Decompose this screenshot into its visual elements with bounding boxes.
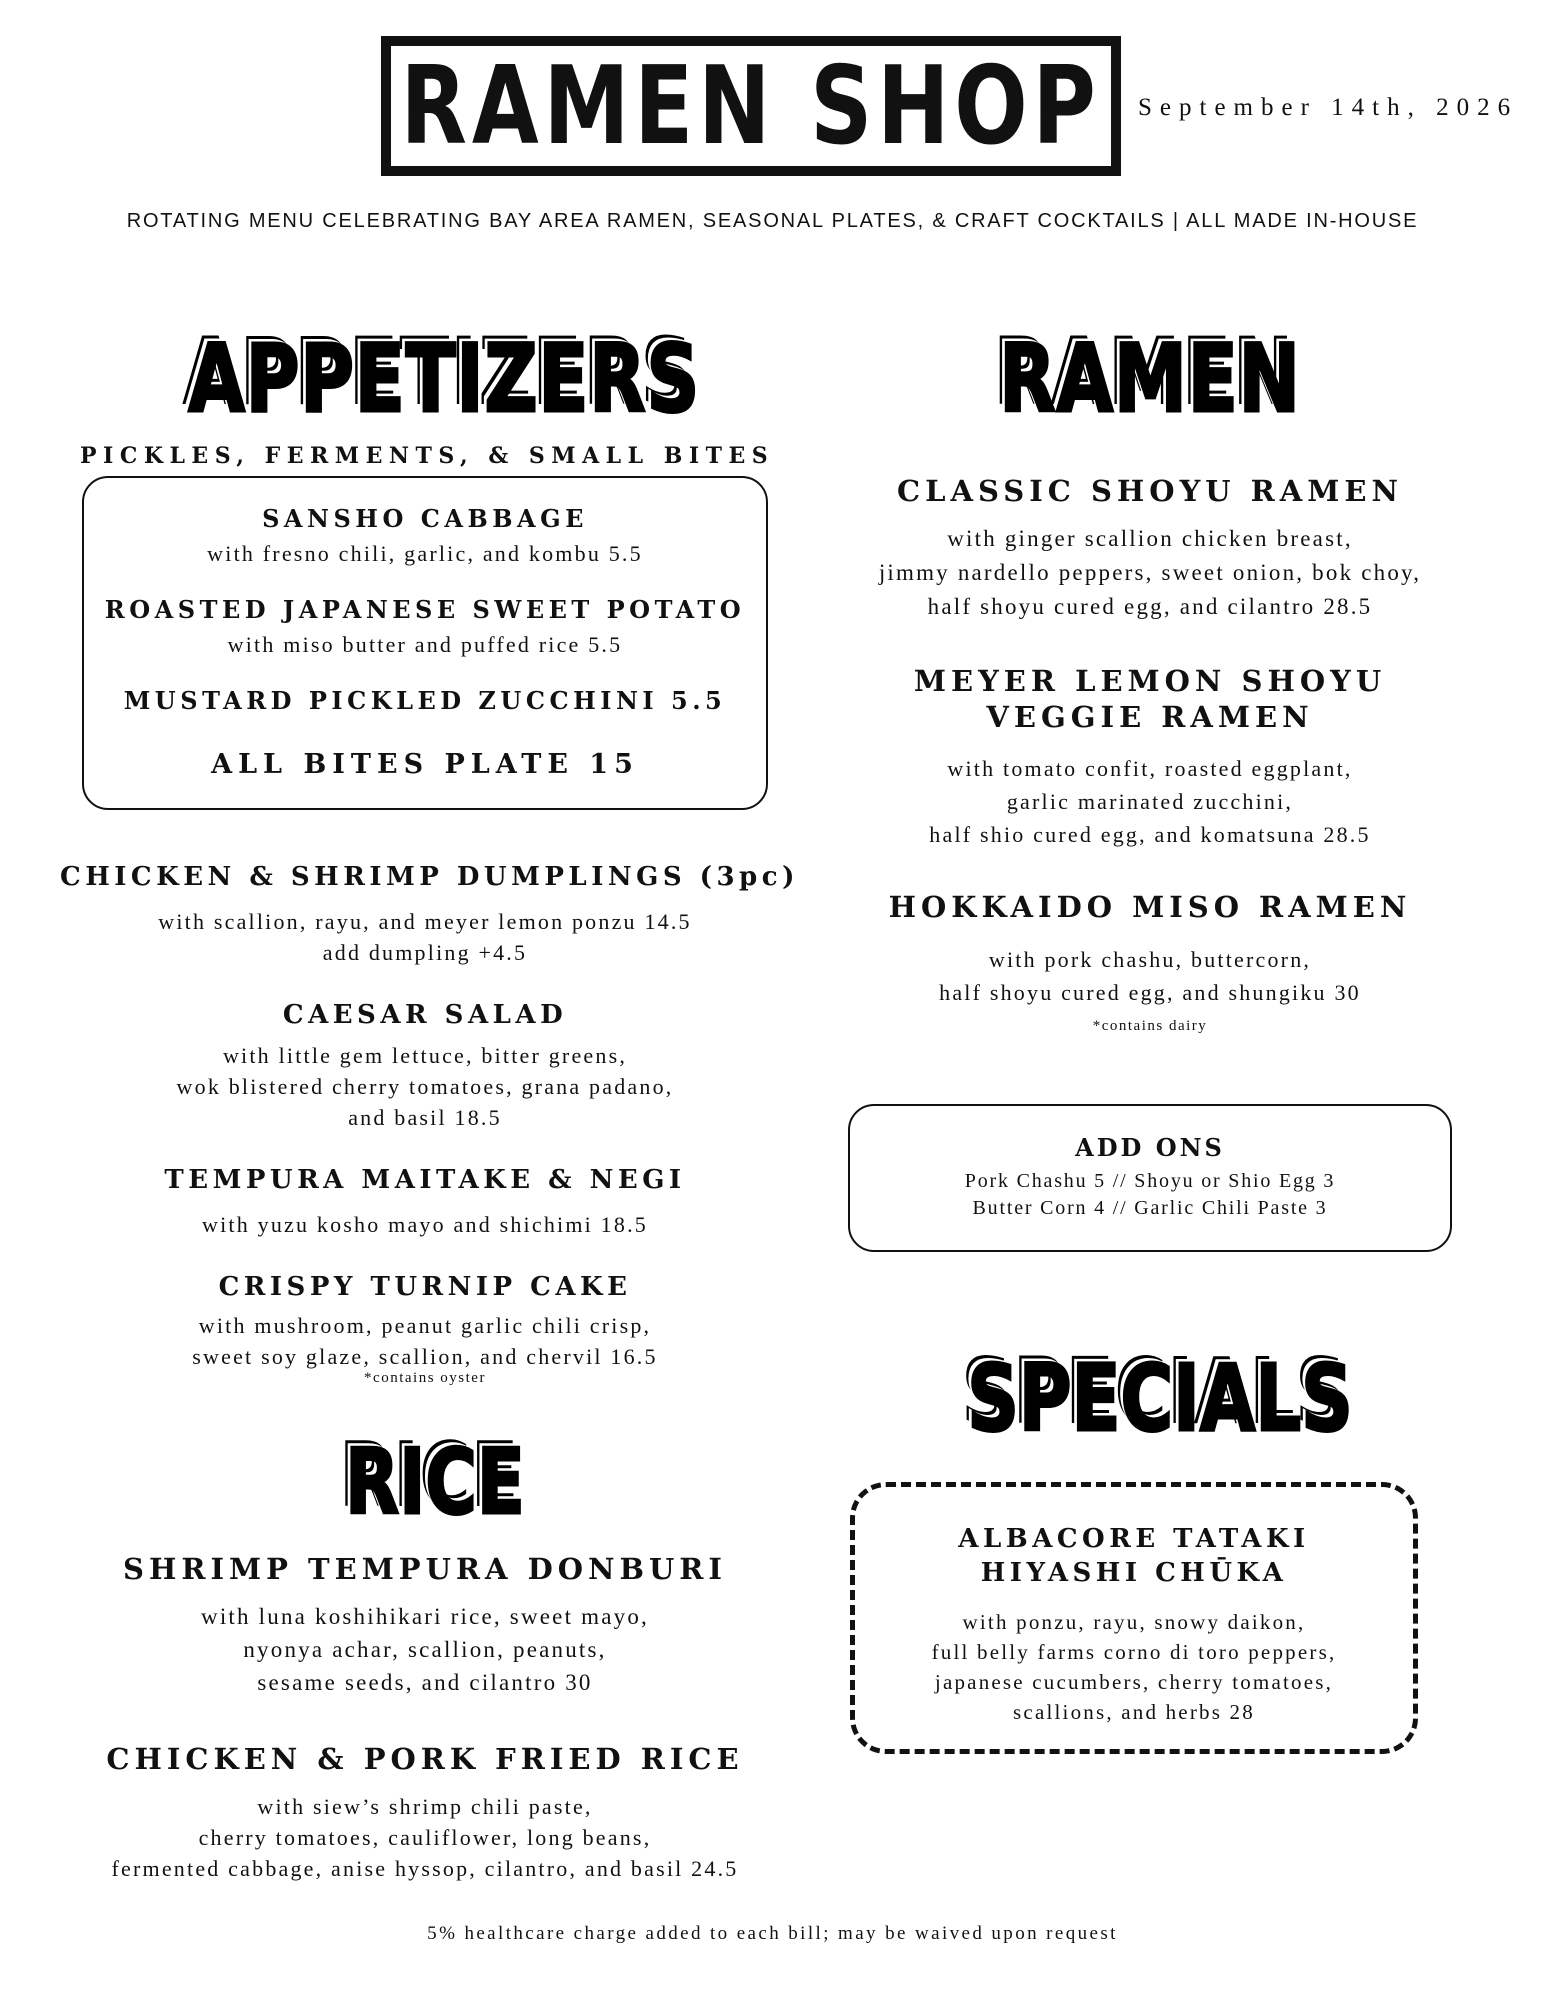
item-title: TEMPURA MAITAKE & NEGI (164, 1165, 686, 1195)
item-title: HOKKAIDO MISO RAMEN (888, 890, 1412, 924)
item-description: full belly farms corno di toro peppers, (931, 1640, 1337, 1664)
item-title: CHICKEN & SHRIMP DUMPLINGS (3pc) (60, 862, 799, 892)
item-title: SHRIMP TEMPURA DONBURI (123, 1552, 727, 1586)
item-title: CHICKEN & PORK FRIED RICE (106, 1742, 744, 1776)
item-description: nyonya achar, scallion, peanuts, (243, 1637, 607, 1662)
logo-box (381, 36, 1121, 176)
item-description: sweet soy glaze, scallion, and chervil 16.5 (192, 1344, 658, 1369)
rice-heading: RICE (345, 1430, 525, 1535)
item-description: cherry tomatoes, cauliflower, long beans, (198, 1825, 652, 1850)
item-description: with tomato confit, roasted eggplant, (947, 756, 1353, 781)
add-ons-line: Butter Corn 4 // Garlic Chili Paste 3 (972, 1197, 1328, 1219)
appetizers-heading: APPETIZERS (188, 325, 701, 434)
item-title: ALL BITES PLATE 15 (211, 749, 639, 780)
item-description: with scallion, rayu, and meyer lemon ponzu 14.5 (158, 909, 692, 934)
item-description: fermented cabbage, anise hyssop, cilantro, and basil 24.5 (111, 1856, 739, 1881)
menu-date: September 14th, 2026 (1138, 94, 1519, 121)
footer-note: 5% healthcare charge added to each bill; may be waived upon request (427, 1923, 1118, 1944)
restaurant-logo: RAMEN SHOP (400, 43, 1102, 169)
item-description: with mushroom, peanut garlic chili crisp, (198, 1313, 652, 1338)
item-note: *contains dairy (1092, 1018, 1208, 1034)
item-description: half shoyu cured egg, and shungiku 30 (939, 980, 1361, 1005)
item-description: scallions, and herbs 28 (1013, 1700, 1255, 1724)
item-description: add dumpling +4.5 (322, 940, 528, 965)
item-description: with ginger scallion chicken breast, (947, 526, 1353, 551)
add-ons-title: ADD ONS (1075, 1133, 1225, 1162)
item-description: jimmy nardello peppers, sweet onion, bok choy, (878, 560, 1422, 585)
item-title: SANSHO CABBAGE (262, 504, 588, 533)
item-title: ROASTED JAPANESE SWEET POTATO (104, 595, 746, 624)
item-title: MEYER LEMON SHOYU (913, 664, 1387, 698)
item-title: CRISPY TURNIP CAKE (218, 1272, 632, 1302)
item-description: with miso butter and puffed rice 5.5 (227, 632, 623, 657)
item-description: wok blistered cherry tomatoes, grana padano, (176, 1074, 674, 1099)
tagline: ROTATING MENU CELEBRATING BAY AREA RAMEN, SEASONAL PLATES, & CRAFT COCKTAILS | ALL MADE IN-HOUSE (126, 210, 1419, 232)
item-description: with fresno chili, garlic, and kombu 5.5 (207, 541, 643, 566)
item-title: CAESAR SALAD (282, 1000, 568, 1030)
item-description: with siew’s shrimp chili paste, (257, 1794, 593, 1819)
item-description: with luna koshihikari rice, sweet mayo, (201, 1604, 649, 1629)
add-ons-line: Pork Chashu 5 // Shoyu or Shio Egg 3 (964, 1170, 1336, 1192)
item-description: with ponzu, rayu, snowy daikon, (962, 1610, 1306, 1634)
ramen-heading: RAMEN (999, 325, 1301, 434)
item-description: half shio cured egg, and komatsuna 28.5 (929, 822, 1371, 847)
item-description: sesame seeds, and cilantro 30 (257, 1670, 593, 1695)
item-note: *contains oyster (364, 1370, 486, 1386)
item-description: and basil 18.5 (348, 1105, 502, 1130)
item-description: with little gem lettuce, bitter greens, (222, 1043, 628, 1068)
item-description: with pork chashu, buttercorn, (988, 947, 1312, 972)
item-title: HIYASHI CHŪKA (980, 1558, 1288, 1588)
item-description: half shoyu cured egg, and cilantro 28.5 (927, 594, 1373, 619)
item-description: garlic marinated zucchini, (1006, 789, 1294, 814)
item-description: with yuzu kosho mayo and shichimi 18.5 (202, 1212, 648, 1237)
item-title: VEGGIE RAMEN (986, 700, 1314, 734)
specials-heading: SPECIALS (967, 1345, 1353, 1452)
item-description: japanese cucumbers, cherry tomatoes, (934, 1670, 1334, 1694)
item-title: CLASSIC SHOYU RAMEN (897, 474, 1403, 508)
item-title: MUSTARD PICKLED ZUCCHINI 5.5 (123, 686, 727, 715)
item-title: ALBACORE TATAKI (958, 1524, 1310, 1554)
appetizers-subheading: PICKLES, FERMENTS, & SMALL BITES (80, 443, 775, 469)
